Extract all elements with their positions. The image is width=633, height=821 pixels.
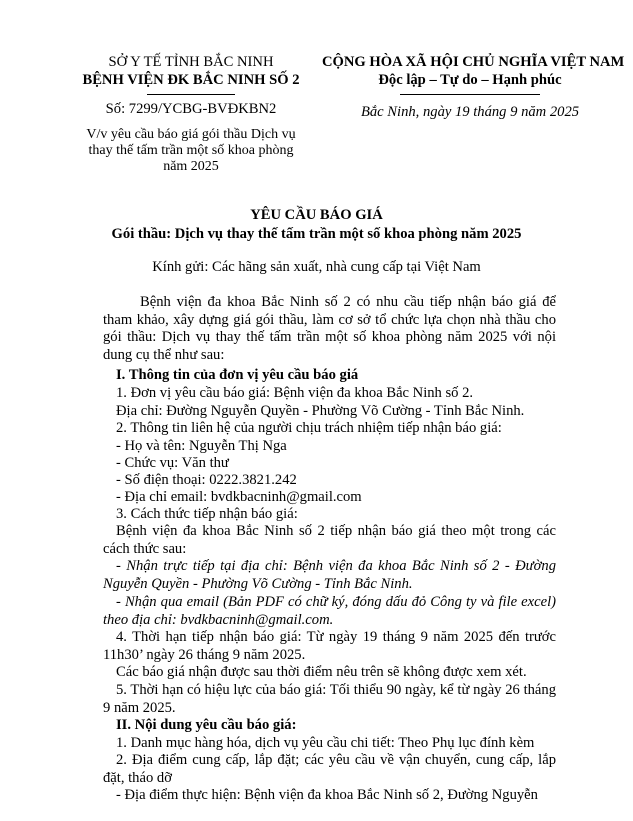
motto-underline: [400, 94, 540, 95]
header-left: [60, 54, 322, 89]
org-parent: SỞ Y TẾ TỈNH BẮC NINH: [108, 54, 274, 70]
section2-item1: 1. Danh mục hàng hóa, dịch vụ yêu cầu chi tiết: Theo Phụ lục đính kèm: [116, 735, 535, 751]
section2-heading: II. Nội dung yêu cầu báo giá:: [116, 717, 297, 733]
doc-subtitle: Gói thầu: Dịch vụ thay thế tấm trần một số khoa phòng năm 2025: [111, 226, 522, 242]
section1-item4: 4. Thời hạn tiếp nhận báo giá: Từ ngày 19 tháng 9 năm 2025 đến trước 11h30’ ngày 26 tháng 9 năm 2025.: [103, 629, 556, 663]
subject-line: thay thế tấm trần một số khoa phòng: [88, 143, 294, 159]
section1-heading: I. Thông tin của đơn vị yêu cầu báo giá: [116, 367, 359, 383]
place-date: Bắc Ninh, ngày 19 tháng 9 năm 2025: [360, 104, 580, 120]
method-direct: - Nhận trực tiếp tại địa chỉ: Bệnh viện đa khoa Bắc Ninh số 2 - Đường Nguyễn Quyền - Phường Võ Cường - Tỉnh Bắc Ninh.: [103, 558, 556, 592]
contact-name: - Họ và tên: Nguyễn Thị Nga: [116, 438, 287, 454]
section1-item1: 1. Đơn vị yêu cầu báo giá: Bệnh viện đa khoa Bắc Ninh số 2.: [116, 385, 474, 401]
section1-item3-desc: Bệnh viện đa khoa Bắc Ninh số 2 tiếp nhận báo giá theo một trong các cách thức sau:: [103, 523, 556, 557]
intro-paragraph: Bệnh viện đa khoa Bắc Ninh số 2 có nhu cầu tiếp nhận báo giá để tham khảo, xây dựng giá gói thầu, làm cơ sở tổ chức lựa chọn nhà thầu cho gói thầu: Dịch vụ thay thế tấm trần một số khoa phòng năm 2025 với nội dung cụ thể như sau:: [103, 294, 556, 363]
recipient-line: Kính gửi: Các hãng sản xuất, nhà cung cấp tại Việt Nam: [152, 259, 481, 275]
subject-line: V/v yêu cầu báo giá gói thầu Dịch vụ: [86, 127, 296, 142]
org-name: BỆNH VIỆN ĐK BẮC NINH SỐ 2: [82, 71, 300, 88]
doc-subject: [60, 127, 322, 176]
doc-number: Số: 7299/YCBG-BVĐKBN2: [105, 101, 277, 117]
section2-location: - Địa điểm thực hiện: Bệnh viện đa khoa Bắc Ninh số 2, Đường Nguyễn: [116, 787, 538, 803]
org-underline: [147, 94, 235, 95]
section1-item3: 3. Cách thức tiếp nhận báo giá:: [116, 506, 298, 522]
contact-email: - Địa chỉ email: bvdkbacninh@gmail.com: [116, 489, 362, 505]
doc-title: YÊU CẦU BÁO GIÁ: [250, 207, 383, 223]
subject-line: năm 2025: [163, 159, 219, 175]
contact-phone: - Số điện thoại: 0222.3821.242: [116, 472, 297, 488]
contact-role: - Chức vụ: Văn thư: [116, 455, 229, 471]
section2-item2: 2. Địa điểm cung cấp, lắp đặt; các yêu cầu về vận chuyển, cung cấp, lắp đặt, tháo dỡ: [103, 752, 556, 786]
motto: Độc lập – Tự do – Hạnh phúc: [378, 71, 562, 88]
section1-item4-note: Các báo giá nhận được sau thời điểm nêu trên sẽ không được xem xét.: [116, 664, 527, 680]
section1-address: Địa chỉ: Đường Nguyễn Quyền - Phường Võ Cường - Tỉnh Bắc Ninh.: [116, 403, 525, 419]
method-email: - Nhận qua email (Bản PDF có chữ ký, đóng dấu đỏ Công ty và file excel) theo địa chỉ: bvdkbacninh@gmail.com.: [103, 594, 556, 628]
section1-item5: 5. Thời hạn có hiệu lực của báo giá: Tối thiểu 90 ngày, kể từ ngày 26 tháng 9 năm 2025.: [103, 682, 556, 716]
national-title: CỘNG HÒA XÃ HỘI CHỦ NGHĨA VIỆT NAM: [322, 54, 625, 70]
header-right: [322, 54, 625, 89]
section1-item2: 2. Thông tin liên hệ của người chịu trách nhiệm tiếp nhận báo giá:: [116, 420, 502, 436]
